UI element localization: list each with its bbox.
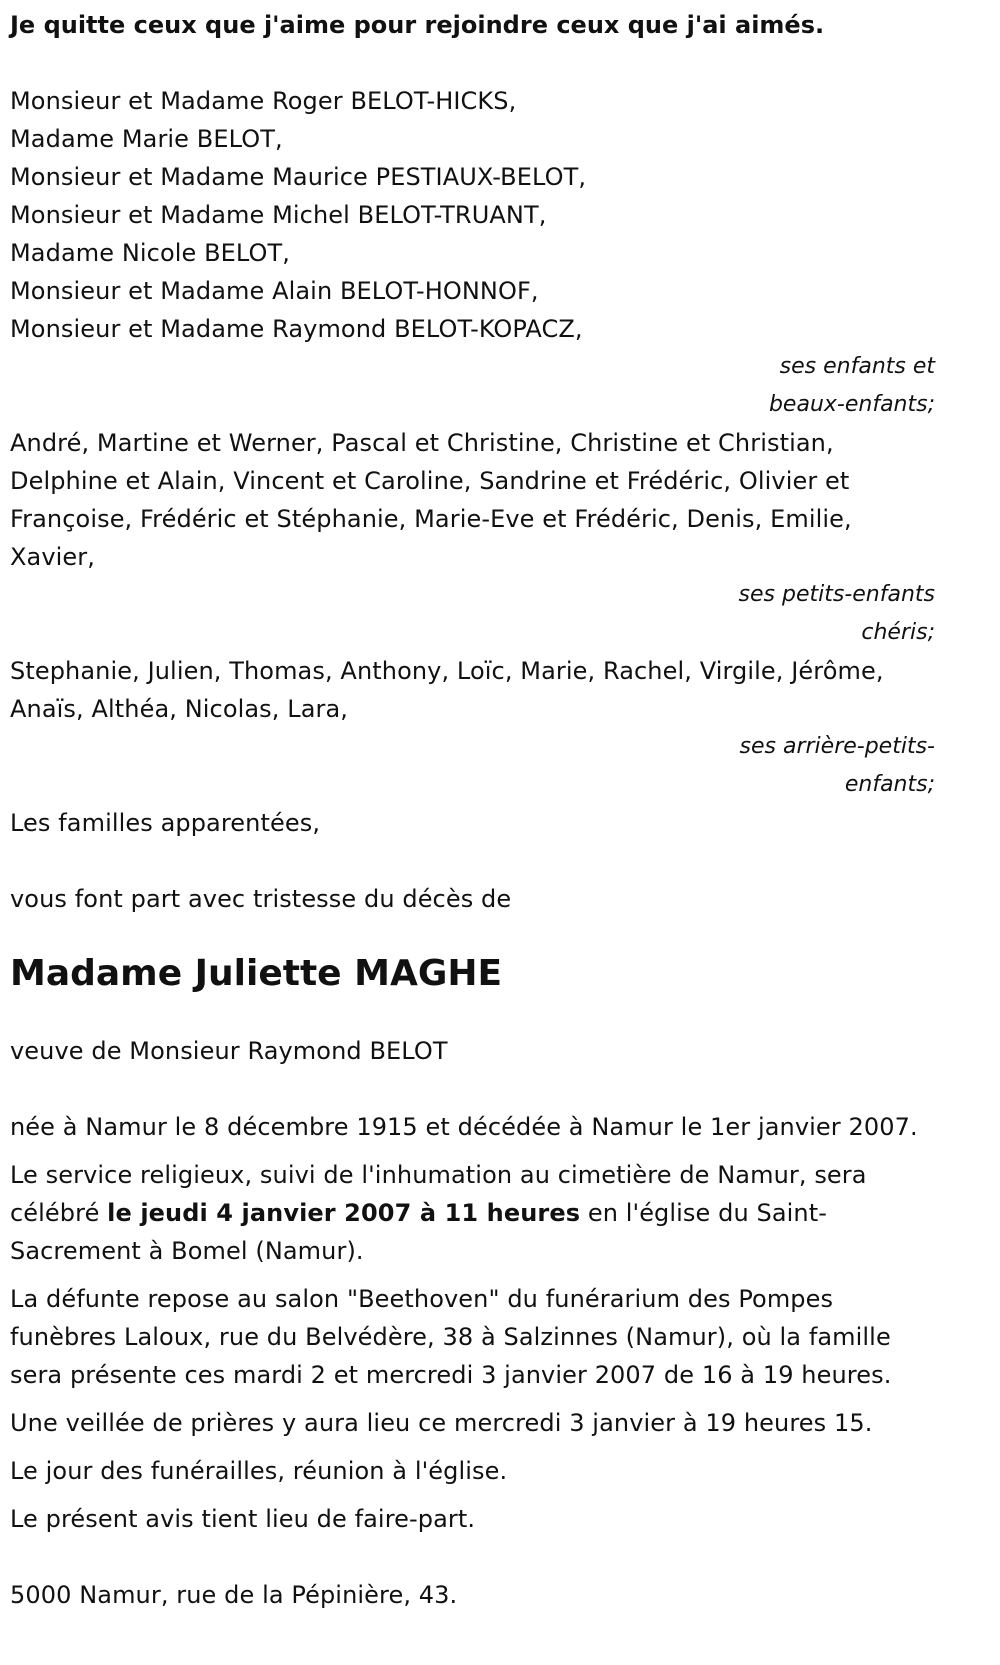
- service-suffix: en l'église du Saint-: [580, 1199, 827, 1227]
- rests-line: funèbres Laloux, rue du Belvédère, 38 à Salzinnes (Namur), où la famille: [10, 1323, 891, 1351]
- great-grandchildren-line: Stephanie, Julien, Thomas, Anthony, Loïc, Marie, Rachel, Virgile, Jérôme,: [10, 657, 884, 685]
- grandchildren-line: André, Martine et Werner, Pascal et Christine, Christine et Christian,: [10, 429, 834, 457]
- spacer: [10, 918, 935, 950]
- epigraph-quote: Je quitte ceux que j'aime pour rejoindre ceux que j'ai aimés.: [10, 11, 825, 39]
- role-line: beaux-enfants;: [768, 392, 935, 417]
- notice-line: Le présent avis tient lieu de faire-part.: [10, 1505, 476, 1533]
- children-list: [10, 82, 935, 348]
- grandchildren-line: Xavier,: [10, 543, 95, 571]
- child-line: Madame Marie BELOT,: [10, 125, 283, 153]
- rests-paragraph: [10, 1280, 935, 1394]
- role-line: ses arrière-petits-: [739, 734, 935, 759]
- funeral-day-line: Le jour des funérailles, réunion à l'église.: [10, 1457, 508, 1485]
- obituary-notice: [10, 0, 935, 1614]
- announcement-line: vous font part avec tristesse du décès de: [10, 885, 512, 913]
- address-line: 5000 Namur, rue de la Pépinière, 43.: [10, 1581, 458, 1609]
- service-line: Le service religieux, suivi de l'inhumation au cimetière de Namur, sera: [10, 1161, 867, 1189]
- widow-line: veuve de Monsieur Raymond BELOT: [10, 1037, 448, 1065]
- great-grandchildren-list: [10, 652, 935, 728]
- role-line: enfants;: [844, 772, 935, 797]
- spacer: [10, 998, 935, 1032]
- grandchildren-list: [10, 424, 935, 576]
- role-line: ses enfants et: [779, 354, 935, 379]
- service-paragraph: [10, 1156, 935, 1270]
- role-line: chéris;: [861, 620, 935, 645]
- rests-line: sera présente ces mardi 2 et mercredi 3 janvier 2007 de 16 à 19 heures.: [10, 1361, 892, 1389]
- child-line: Monsieur et Madame Alain BELOT-HONNOF,: [10, 277, 539, 305]
- service-line: [10, 1194, 935, 1232]
- spacer: [10, 44, 935, 82]
- spacer: [10, 1070, 935, 1108]
- grandchildren-line: Françoise, Frédéric et Stéphanie, Marie-Eve et Frédéric, Denis, Emilie,: [10, 505, 852, 533]
- service-prefix: célébré: [10, 1199, 108, 1227]
- child-line: Madame Nicole BELOT,: [10, 239, 291, 267]
- child-line: Monsieur et Madame Raymond BELOT-KOPACZ,: [10, 315, 583, 343]
- grandchildren-line: Delphine et Alain, Vincent et Caroline, Sandrine et Frédéric, Olivier et: [10, 467, 850, 495]
- child-line: Monsieur et Madame Michel BELOT-TRUANT,: [10, 201, 547, 229]
- child-line: Monsieur et Madame Maurice PESTIAUX-BELOT,: [10, 163, 587, 191]
- great-grandchildren-role: [10, 728, 935, 804]
- rests-line: La défunte repose au salon "Beethoven" du funérarium des Pompes: [10, 1285, 834, 1313]
- service-line: Sacrement à Bomel (Namur).: [10, 1237, 364, 1265]
- grandchildren-role: [10, 576, 935, 652]
- role-line: ses petits-enfants: [738, 582, 935, 607]
- spacer: [10, 842, 935, 880]
- children-role: [10, 348, 935, 424]
- child-line: Monsieur et Madame Roger BELOT-HICKS,: [10, 87, 517, 115]
- spacer: [10, 1548, 935, 1576]
- great-grandchildren-line: Anaïs, Althéa, Nicolas, Lara,: [10, 695, 349, 723]
- vigil-line: Une veillée de prières y aura lieu ce mercredi 3 janvier à 19 heures 15.: [10, 1409, 873, 1437]
- related-families: Les familles apparentées,: [10, 809, 321, 837]
- deceased-name: Madame Juliette MAGHE: [10, 953, 503, 994]
- birth-death-line: née à Namur le 8 décembre 1915 et décédée à Namur le 1er janvier 2007.: [10, 1113, 918, 1141]
- service-datetime: le jeudi 4 janvier 2007 à 11 heures: [107, 1199, 581, 1227]
